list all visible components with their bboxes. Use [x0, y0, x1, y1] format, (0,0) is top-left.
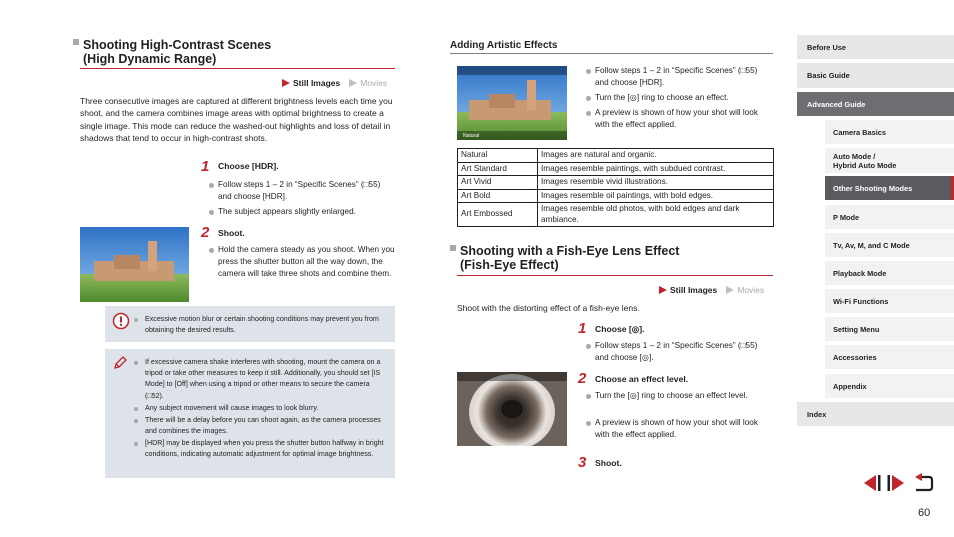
sidebar-item-p-mode[interactable]: P Mode [825, 205, 954, 229]
sidebar-item-auto-mode[interactable]: Auto Mode / Hybrid Auto Mode [825, 148, 954, 173]
sidebar-item-before-use[interactable]: Before Use [797, 35, 954, 59]
step-1-bullet: Follow steps 1 – 2 in “Specific Scenes” (□55) and choose [◎]. [586, 340, 771, 364]
step-2-text: Shoot. [218, 228, 245, 238]
sidebar-item-index[interactable]: Index [797, 402, 954, 426]
fisheye-intro: Shoot with the distorting effect of a fish-eye lens. [457, 303, 640, 313]
effect-desc: Images are natural and organic. [538, 149, 774, 163]
step-3-text: Shoot. [595, 458, 622, 468]
artistic-bullet: Turn the [◎] ring to choose an effect. [586, 92, 771, 104]
hdr-sample-photo [80, 227, 189, 302]
movies-icon [726, 286, 734, 294]
next-page-icon[interactable] [886, 473, 908, 493]
photo-effect-label: Natural [463, 133, 480, 139]
still-images-icon [659, 286, 667, 294]
sidebar-item-wifi-functions[interactable]: Wi-Fi Functions [825, 289, 954, 313]
sidebar-item-basic-guide[interactable]: Basic Guide [797, 63, 954, 88]
effect-name: Art Embossed [458, 203, 538, 227]
step-2-bullet: Hold the camera steady as you shoot. When you press the shutter button all the way down, the camera will take three shots and combine them. [209, 244, 395, 279]
artistic-bullet: Follow steps 1 – 2 in “Specific Scenes” (□55) and choose [HDR]. [586, 65, 771, 89]
table-row [458, 189, 774, 203]
effect-desc: Images resemble paintings, with subdued contrast. [538, 162, 774, 176]
effect-desc: Images resemble vivid illustrations. [538, 176, 774, 190]
step-1-text: Choose [HDR]. [218, 161, 279, 171]
effects-table [457, 148, 774, 227]
movies-icon [349, 79, 357, 87]
sidebar-item-setting-menu[interactable]: Setting Menu [825, 317, 954, 341]
step-2-bullet: A preview is shown of how your shot will look with the effect applied. [586, 417, 771, 441]
sidebar-item-other-shooting-modes[interactable]: Other Shooting Modes [825, 176, 954, 200]
step-1-number: 1 [201, 158, 210, 175]
artistic-rule [450, 53, 773, 54]
table-row [458, 176, 774, 190]
back-icon[interactable] [912, 473, 934, 493]
step-2-bullet: Turn the [◎] ring to choose an effect level. [586, 390, 771, 402]
note-item: Any subject movement will cause images to look blurry. [134, 403, 389, 414]
table-row [458, 203, 774, 227]
section-title-hdr: Shooting High-Contrast Scenes (High Dynamic Range) [73, 38, 393, 68]
effect-desc: Images resemble old photos, with bold edges and dark ambiance. [538, 203, 774, 227]
page-number: 60 [918, 507, 931, 519]
fisheye-title-rule [457, 275, 773, 276]
artistic-preview-photo [457, 66, 567, 140]
still-images-icon [282, 79, 290, 87]
note-item: [HDR] may be displayed when you press the shutter button halfway in bright conditions, indicating automatic adjustment for optimal image brightness. [134, 438, 389, 460]
title-rule [80, 68, 395, 69]
note-item: There will be a delay before you can shoot again, as the camera processes and combines the images. [134, 415, 389, 437]
effect-name: Art Vivid [458, 176, 538, 190]
effect-desc: Images resemble oil paintings, with bold edges. [538, 189, 774, 203]
sidebar-item-tv-av-m-c[interactable]: Tv, Av, M, and C Mode [825, 233, 954, 257]
previous-page-icon[interactable] [860, 473, 882, 493]
intro-text: Three consecutive images are captured at different brightness levels each time you shoot, and the camera combines image areas with optimal brightness to create a single image. This mode can reduce the washed-out highlights and loss of detail in shadows that tend to occur in high-contrast shots. [80, 96, 393, 143]
mode-indicator: Still Images Movies [282, 78, 387, 88]
sidebar-item-camera-basics[interactable]: Camera Basics [825, 120, 954, 144]
effect-name: Art Standard [458, 162, 538, 176]
mode-indicator: Still Images Movies [659, 285, 764, 295]
sidebar-item-playback-mode[interactable]: Playback Mode [825, 261, 954, 285]
note-item: If excessive camera shake interferes with shooting, mount the camera on a tripod or take other measures to keep it still. Additionally, you should set [IS Mode] to [Off] when using a tripod or other means to secure the camera (□52). [134, 357, 389, 402]
step-1-text: Choose [◎]. [595, 324, 645, 334]
effect-name: Art Bold [458, 189, 538, 203]
sidebar-item-accessories[interactable]: Accessories [825, 345, 954, 369]
table-row [458, 149, 774, 163]
step-2-number: 2 [578, 370, 587, 387]
step-3-number: 3 [578, 454, 587, 471]
sidebar-item-advanced-guide[interactable]: Advanced Guide [797, 92, 954, 116]
table-row [458, 162, 774, 176]
caution-icon [112, 312, 130, 330]
step-1-bullet: Follow steps 1 – 2 in “Specific Scenes” (□55) and choose [HDR]. [209, 179, 389, 203]
caution-box [105, 306, 395, 342]
step-2-text: Choose an effect level. [595, 374, 689, 384]
caution-text: Excessive motion blur or certain shooting conditions may prevent you from obtaining the desired results. [134, 314, 389, 336]
fisheye-preview-photo [457, 372, 567, 446]
pencil-icon [112, 355, 128, 371]
step-1-number: 1 [578, 320, 587, 337]
effect-name: Natural [458, 149, 538, 163]
section-title-fisheye: Shooting with a Fish-Eye Lens Effect (Fish-Eye Effect) [450, 244, 780, 274]
section-marker [450, 245, 456, 251]
artistic-heading: Adding Artistic Effects [450, 40, 558, 51]
section-marker [73, 39, 79, 45]
step-2-number: 2 [201, 224, 210, 241]
step-1-bullet: The subject appears slightly enlarged. [209, 206, 389, 218]
notes-box [105, 349, 395, 478]
artistic-bullet: A preview is shown of how your shot will look with the effect applied. [586, 107, 771, 131]
sidebar-item-appendix[interactable]: Appendix [825, 374, 954, 398]
